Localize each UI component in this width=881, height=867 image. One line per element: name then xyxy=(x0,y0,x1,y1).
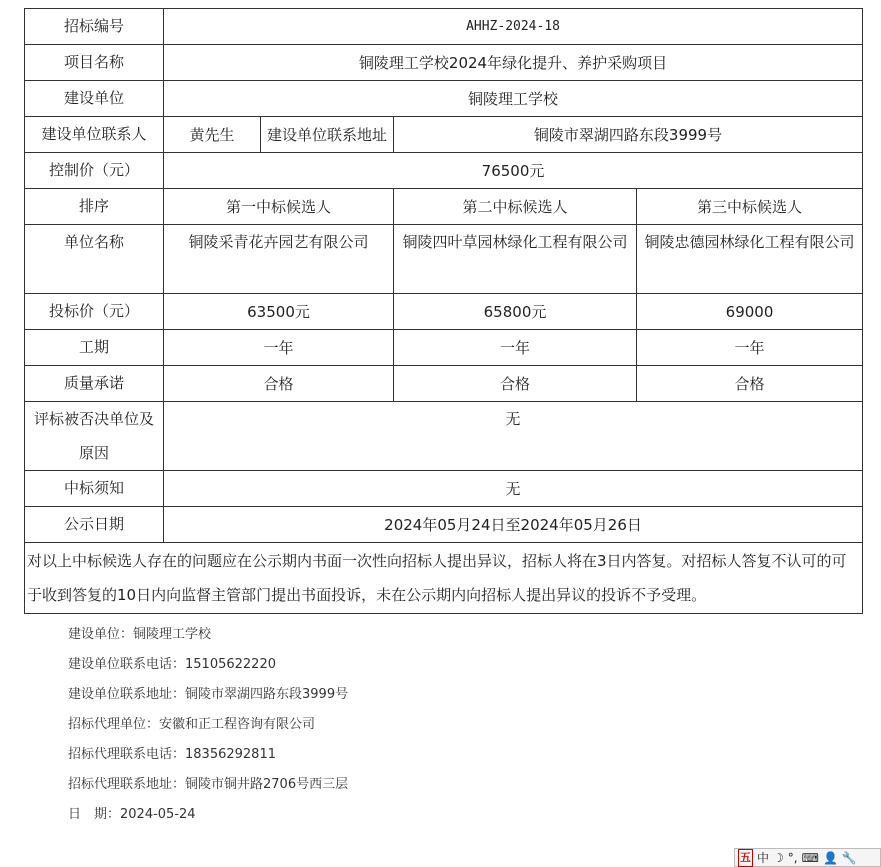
rejected-value: 无 xyxy=(164,402,863,471)
duration-1: 一年 xyxy=(164,330,394,366)
row-publicity-date xyxy=(25,507,863,543)
punctuation-icon[interactable]: °, xyxy=(787,850,798,865)
bid-no-label: 招标编号 xyxy=(25,9,164,45)
row-project-name xyxy=(25,45,863,81)
control-price-label: 控制价（元） xyxy=(25,153,164,189)
company-label: 单位名称 xyxy=(25,225,164,294)
duration-3: 一年 xyxy=(637,330,863,366)
contact-owner-phone: 建设单位联系电话：15105622220 xyxy=(68,657,276,672)
row-owner-contact xyxy=(25,117,863,153)
owner-address-label: 建设单位联系地址 xyxy=(261,117,394,153)
row-rejected xyxy=(25,402,863,471)
contact-info xyxy=(68,620,348,830)
owner-value: 铜陵理工学校 xyxy=(164,81,863,117)
company-1: 铜陵采青花卉园艺有限公司 xyxy=(164,225,394,294)
row-company xyxy=(25,225,863,294)
contact-agent: 招标代理单位：安徽和正工程咨询有限公司 xyxy=(68,717,316,732)
duration-label: 工期 xyxy=(25,330,164,366)
contact-agent-phone: 招标代理联系电话：18356292811 xyxy=(68,747,276,762)
contact-owner: 建设单位：铜陵理工学校 xyxy=(68,627,212,642)
row-award-notice xyxy=(25,471,863,507)
company-2: 铜陵四叶草园林绿化工程有限公司 xyxy=(394,225,637,294)
bid-no-value: AHHZ-2024-18 xyxy=(164,9,863,45)
row-objection-note xyxy=(25,543,863,614)
quality-1: 合格 xyxy=(164,366,394,402)
publicity-date-value: 2024年05月24日至2024年05月26日 xyxy=(164,507,863,543)
quality-label: 质量承诺 xyxy=(25,366,164,402)
bid-notice-table xyxy=(24,8,863,614)
company-3: 铜陵忠德园林绿化工程有限公司 xyxy=(637,225,863,294)
bid-price-2: 65800元 xyxy=(394,294,637,330)
row-bid-no xyxy=(25,9,863,45)
user-icon[interactable]: 👤 xyxy=(822,850,838,865)
project-name-value: 铜陵理工学校2024年绿化提升、养护采购项目 xyxy=(164,45,863,81)
candidate-3-heading: 第三中标候选人 xyxy=(637,189,863,225)
project-name-label: 项目名称 xyxy=(25,45,164,81)
candidate-1-heading: 第一中标候选人 xyxy=(164,189,394,225)
candidate-2-heading: 第二中标候选人 xyxy=(394,189,637,225)
contact-agent-address: 招标代理联系地址：铜陵市铜井路2706号西三层 xyxy=(68,777,349,792)
row-duration xyxy=(25,330,863,366)
row-ranking xyxy=(25,189,863,225)
rejected-label: 评标被否决单位及原因 xyxy=(25,402,164,471)
award-notice-value: 无 xyxy=(164,471,863,507)
row-bid-price xyxy=(25,294,863,330)
contact-date: 日 期：2024-05-24 xyxy=(68,807,196,822)
moon-icon[interactable]: ☽ xyxy=(773,850,784,865)
bid-price-1: 63500元 xyxy=(164,294,394,330)
quality-2: 合格 xyxy=(394,366,637,402)
row-control-price xyxy=(25,153,863,189)
owner-contact-label: 建设单位联系人 xyxy=(25,117,164,153)
owner-label: 建设单位 xyxy=(25,81,164,117)
publicity-date-label: 公示日期 xyxy=(25,507,164,543)
row-quality xyxy=(25,366,863,402)
objection-note: 对以上中标候选人存在的问题应在公示期内书面一次性向招标人提出异议，招标人将在3日内答复。对招标人答复不认可的可于收到答复的10日内向监督主管部门提出书面投诉，未在公示期内向招标人提出异议的投诉不予受理。 xyxy=(25,543,863,614)
bid-price-3: 69000 xyxy=(637,294,863,330)
keyboard-icon[interactable]: ⌨ xyxy=(801,850,819,865)
control-price-value: 76500元 xyxy=(164,153,863,189)
quality-3: 合格 xyxy=(637,366,863,402)
ime-toolbar[interactable] xyxy=(734,848,881,867)
ime-logo-icon[interactable]: 五 xyxy=(738,849,753,867)
wrench-icon[interactable]: 🔧 xyxy=(841,850,857,865)
contact-owner-address: 建设单位联系地址：铜陵市翠湖四路东段3999号 xyxy=(68,687,349,702)
ime-mode-toggle[interactable]: 中 xyxy=(757,850,770,865)
bid-price-label: 投标价（元） xyxy=(25,294,164,330)
owner-contact-value: 黄先生 xyxy=(164,117,261,153)
duration-2: 一年 xyxy=(394,330,637,366)
owner-address-value: 铜陵市翠湖四路东段3999号 xyxy=(394,117,863,153)
award-notice-label: 中标须知 xyxy=(25,471,164,507)
ranking-label: 排序 xyxy=(25,189,164,225)
row-owner xyxy=(25,81,863,117)
